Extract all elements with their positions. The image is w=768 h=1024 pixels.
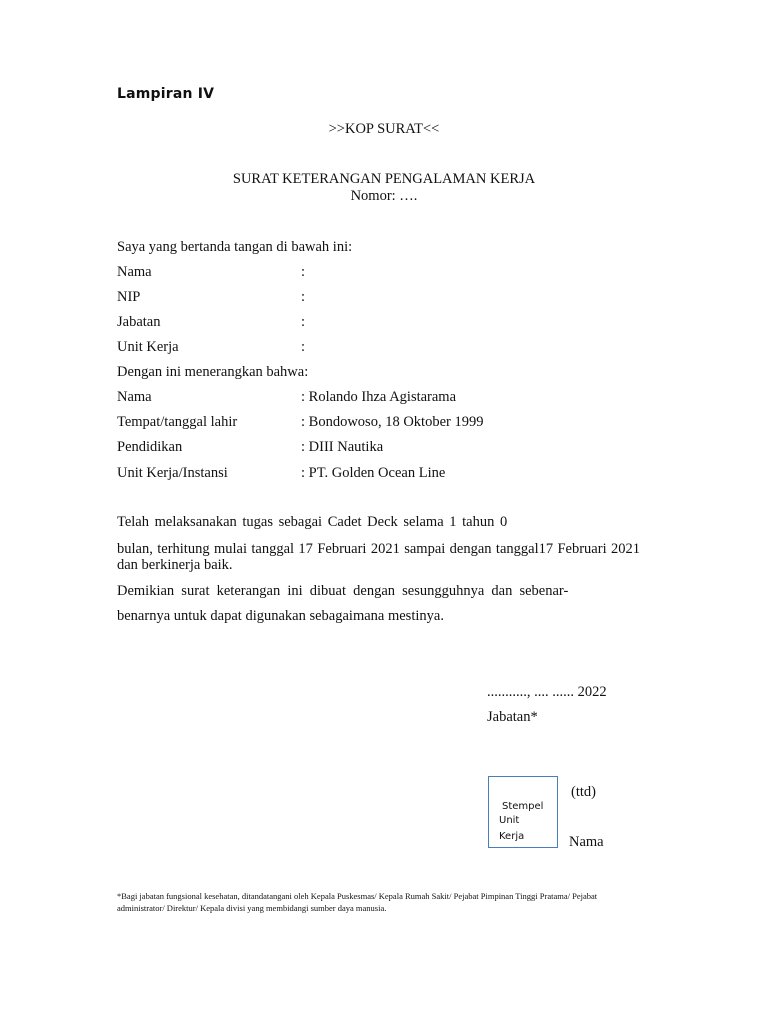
body-line-3: Demikian surat keterangan ini dibuat dengan sesungguhnya dan sebenar- xyxy=(117,583,569,599)
stamp-line-3: Kerja xyxy=(499,831,525,842)
signature-name: Nama xyxy=(569,834,604,850)
letter-title: SURAT KETERANGAN PENGALAMAN KERJA xyxy=(232,171,536,187)
stamp-line-2: Unit xyxy=(499,815,520,826)
kop-surat: >>KOP SURAT<< xyxy=(328,121,440,137)
subject-education-value: : DIII Nautika xyxy=(301,439,384,455)
stamp-box xyxy=(488,776,558,848)
intro-text: Saya yang bertanda tangan di bawah ini: xyxy=(117,239,353,255)
subject-unit-label: Unit Kerja/Instansi xyxy=(117,465,228,481)
signature-date: ..........., .... ...... 2022 xyxy=(487,684,607,700)
stamp-line-1: Stempel xyxy=(502,801,544,812)
letter-number: Nomor: …. xyxy=(350,188,418,204)
signer-name-label: Nama xyxy=(117,264,152,280)
footnote: *Bagi jabatan fungsional kesehatan, ditandatangani oleh Kepala Puskesmas/ Kepala Rumah Sakit/ Pejabat Pimpinan Tinggi Pratama/ Pejabat administrator/ Direktur/ Kepala divisi yang membidangi sumber daya manusia. xyxy=(117,891,598,913)
signer-unit-value: : xyxy=(301,339,306,355)
signature-ttd: (ttd) xyxy=(571,784,596,800)
subject-birth-label: Tempat/tanggal lahir xyxy=(117,414,238,430)
signer-name-value: : xyxy=(301,264,306,280)
body-line-4: benarnya untuk dapat digunakan sebagaimana mestinya. xyxy=(117,608,444,624)
body-line-2: bulan, terhitung mulai tanggal 17 Februari 2021 sampai dengan tanggal17 Februari 2021 dan berkinerja baik. xyxy=(117,541,640,573)
signer-nip-label: NIP xyxy=(117,289,141,305)
subject-name-label: Nama xyxy=(117,389,152,405)
signer-unit-label: Unit Kerja xyxy=(117,339,179,355)
statement-intro: Dengan ini menerangkan bahwa: xyxy=(117,364,309,380)
subject-education-label: Pendidikan xyxy=(117,439,183,455)
signature-jabatan: Jabatan* xyxy=(487,709,538,725)
signer-jabatan-value: : xyxy=(301,314,306,330)
subject-name-value: : Rolando Ihza Agistarama xyxy=(301,389,457,405)
lampiran-label: Lampiran IV xyxy=(117,86,215,102)
body-line-1: Telah melaksanakan tugas sebagai Cadet Deck selama 1 tahun 0 xyxy=(117,514,508,530)
subject-birth-value: : Bondowoso, 18 Oktober 1999 xyxy=(301,414,484,430)
signer-nip-value: : xyxy=(301,289,306,305)
signer-jabatan-label: Jabatan xyxy=(117,314,161,330)
subject-unit-value: : PT. Golden Ocean Line xyxy=(301,465,446,481)
